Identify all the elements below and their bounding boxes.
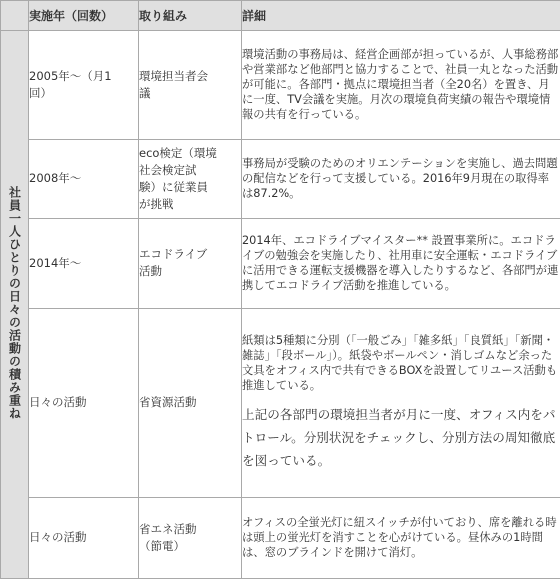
table-row (1, 497, 560, 578)
header-activity: 取り組み (139, 1, 242, 31)
detail-cell: オフィスの全蛍光灯に紐スイッチが付いており、席を離れる時は頭上の蛍光灯を消すことを心がけている。昼休みの1時間は、窓のブラインドを開けて消灯。 (242, 497, 560, 578)
detail-patrol-text: 上記の各部門の環境担当者が月に一度、オフィス内をパトロール。分別状況をチェックし、分別方法の周知徹底を図っている。 (242, 407, 556, 469)
detail-cell: 環境活動の事務局は、経営企画部が担っているが、人事総務部や営業部など他部門と協力することで、社員一丸となった活動が可能に。各部門・拠点に環境担当者（全20名）を置き、月に一度、TV会議を実施。月次の環境負荷実績の報告や環境情報の共有を行っている。 (242, 31, 560, 140)
detail-cell (242, 308, 560, 497)
table-row (1, 31, 560, 140)
header-detail: 詳細 (242, 1, 560, 31)
year-cell: 日々の活動 (29, 497, 139, 578)
table-row (1, 139, 560, 218)
activity-cell: 省資源活動 (139, 308, 242, 497)
detail-cell: 事務局が受験のためのオリエンテーションを実施し、過去問題の配信などを行って支援している。2016年9月現在の取得率は87.2%。 (242, 139, 560, 218)
activity-cell: 環境担当者会 議 (139, 31, 242, 140)
activity-cell: エコドライブ 活動 (139, 219, 242, 308)
header-corner (1, 1, 29, 31)
table-row (1, 308, 560, 497)
side-label: 社員一人ひとりの日々の活動の積み重ね (7, 185, 22, 420)
table-row (1, 219, 560, 308)
year-cell: 2008年〜 (29, 139, 139, 218)
header-row (1, 1, 560, 31)
year-cell: 日々の活動 (29, 308, 139, 497)
year-cell: 2005年〜（月1 回） (29, 31, 139, 140)
year-cell: 2014年〜 (29, 219, 139, 308)
detail-cell: 2014年、エコドライブマイスター** 設置事業所に。エコドライブの勉強会を実施したり、社用車に安全運転・エコドライブに活用できる運転支援機器を導入したりするなど、各部門が連携してエコドライブ活動を推進している。 (242, 219, 560, 308)
header-year: 実施年（回数） (29, 1, 139, 31)
activity-cell: eco検定（環境 社会検定試 験）に従業員 が挑戦 (139, 139, 242, 218)
activity-cell: 省エネ活動 （節電） (139, 497, 242, 578)
side-label-cell (1, 31, 29, 579)
detail-text: 紙類は5種類に分別（「一般ごみ」「雑多紙」「良質紙」「新聞・雑誌」「段ボール」）。紙袋やボールペン・消しゴムなど余った文具をオフィス内で共有できるBOXを設置してリユース活動も推進している。 (242, 334, 558, 393)
